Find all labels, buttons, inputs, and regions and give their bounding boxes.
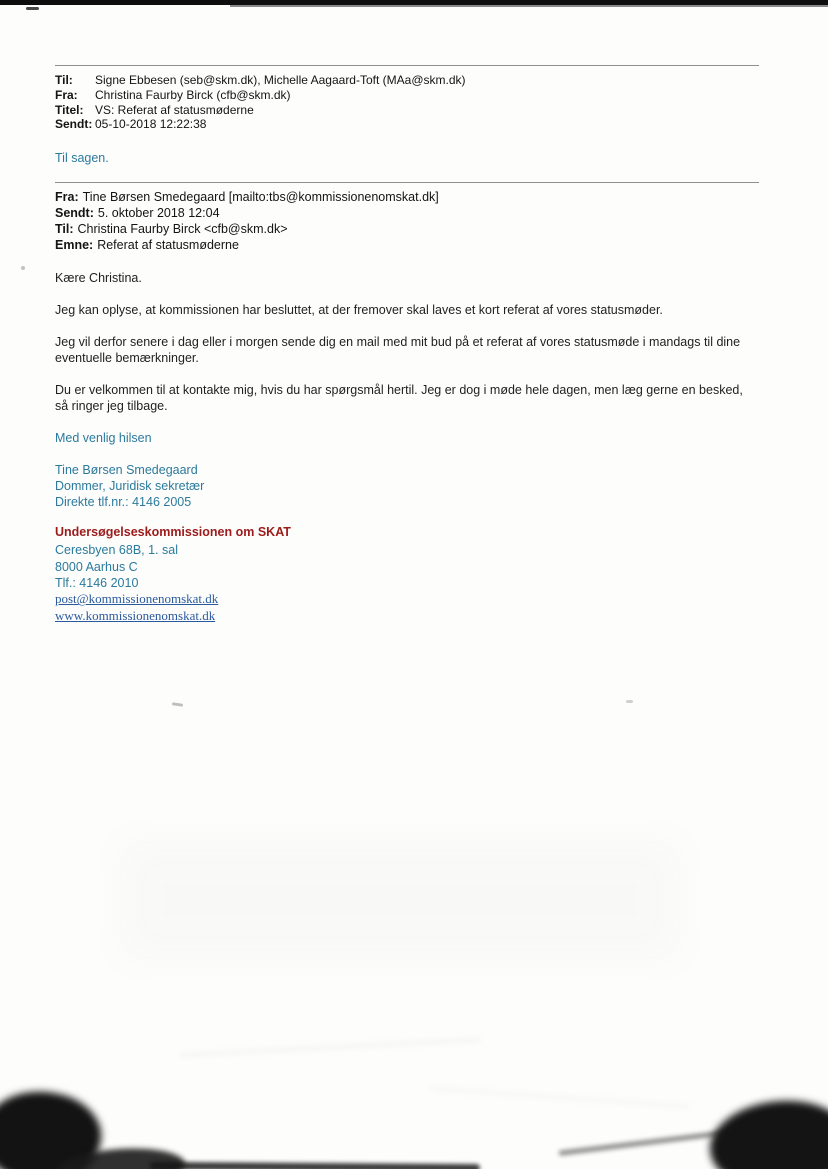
field-value: Tine Børsen Smedegaard [mailto:tbs@kommissionenomskat.dk] — [82, 190, 439, 205]
field-label: Fra: — [55, 190, 79, 205]
forwarded-field-fra — [55, 189, 759, 205]
field-value: 5. oktober 2018 12:04 — [97, 206, 220, 221]
scan-artifact-speck-1 — [172, 702, 183, 707]
email-header — [55, 73, 759, 132]
header-field-titel — [55, 103, 759, 118]
field-value: Christina Faurby Birck (cfb@skm.dk) — [95, 87, 291, 102]
signature-name: Tine Børsen Smedegaard — [55, 463, 198, 478]
divider-top — [55, 65, 759, 66]
field-label: Sendt: — [55, 206, 94, 221]
forwarded-field-til — [55, 221, 759, 237]
email-link[interactable]: post@kommissionenomskat.dk — [55, 591, 219, 607]
scan-artifact-bottom-streak — [150, 1162, 480, 1169]
field-label: Til: — [55, 222, 74, 237]
scan-artifact-bleedthrough — [120, 840, 680, 960]
paragraph-3: Du er velkommen til at kontakte mig, hvis du har spørgsmål hertil. Jeg er dog i møde hele dagen, men læg gerne en besked, så ringer jeg tilbage. — [55, 383, 743, 414]
field-value: Referat af statusmøderne — [97, 238, 239, 253]
organization-name: Undersøgelseskommissionen om SKAT — [55, 525, 291, 540]
signoff: Med venlig hilsen — [55, 431, 152, 446]
scan-artifact-bottom-right-blob — [704, 1091, 828, 1169]
field-label: Emne: — [55, 238, 94, 253]
organization-address-1: Ceresbyen 68B, 1. sal — [55, 543, 178, 558]
email-content — [55, 0, 759, 624]
field-label: Sendt: — [55, 117, 93, 132]
organization-phone: Tlf.: 4146 2010 — [55, 576, 139, 591]
scan-artifact-speck-2 — [626, 700, 633, 703]
scan-artifact-wrinkle-1 — [180, 1038, 480, 1057]
field-label: Fra: — [55, 87, 78, 102]
field-value: 05-10-2018 12:22:38 — [95, 117, 207, 132]
organization-block — [55, 524, 759, 624]
scan-artifact-speck-3 — [21, 266, 25, 270]
header-field-fra — [55, 88, 759, 103]
field-value: Christina Faurby Birck <cfb@skm.dk> — [77, 222, 288, 237]
forwarded-field-sendt — [55, 205, 759, 221]
paragraph-1: Jeg kan oplyse, at kommissionen har besluttet, at der fremover skal laves et kort referat af vores statusmøder. — [55, 303, 663, 318]
paragraph-2: Jeg vil derfor senere i dag eller i morgen sende dig en mail med mit bud på et referat af vores statusmøde i mandags til dine eventuelle bemærkninger. — [55, 335, 741, 366]
divider-forwarded — [55, 182, 759, 183]
website-link[interactable]: www.kommissionenomskat.dk — [55, 607, 216, 623]
signature-title: Dommer, Juridisk sekretær — [55, 479, 205, 494]
scan-artifact-top-dash — [26, 7, 39, 10]
signature-block — [55, 462, 759, 510]
field-label: Titel: — [55, 102, 84, 117]
greeting: Kære Christina. — [55, 271, 142, 286]
scan-artifact-wrinkle-2 — [430, 1087, 690, 1108]
header-field-til — [55, 73, 759, 88]
field-value: VS: Referat af statusmøderne — [95, 102, 254, 117]
header-field-sendt — [55, 117, 759, 132]
field-value: Signe Ebbesen (seb@skm.dk), Michelle Aagaard-Toft (MAa@skm.dk) — [95, 73, 466, 87]
signature-phone: Direkte tlf.nr.: 4146 2005 — [55, 495, 192, 510]
case-note: Til sagen. — [55, 151, 109, 166]
forwarded-header — [55, 189, 759, 253]
organization-address-2: 8000 Aarhus C — [55, 559, 138, 574]
field-label: Til: — [55, 73, 73, 87]
forwarded-field-emne — [55, 237, 759, 253]
